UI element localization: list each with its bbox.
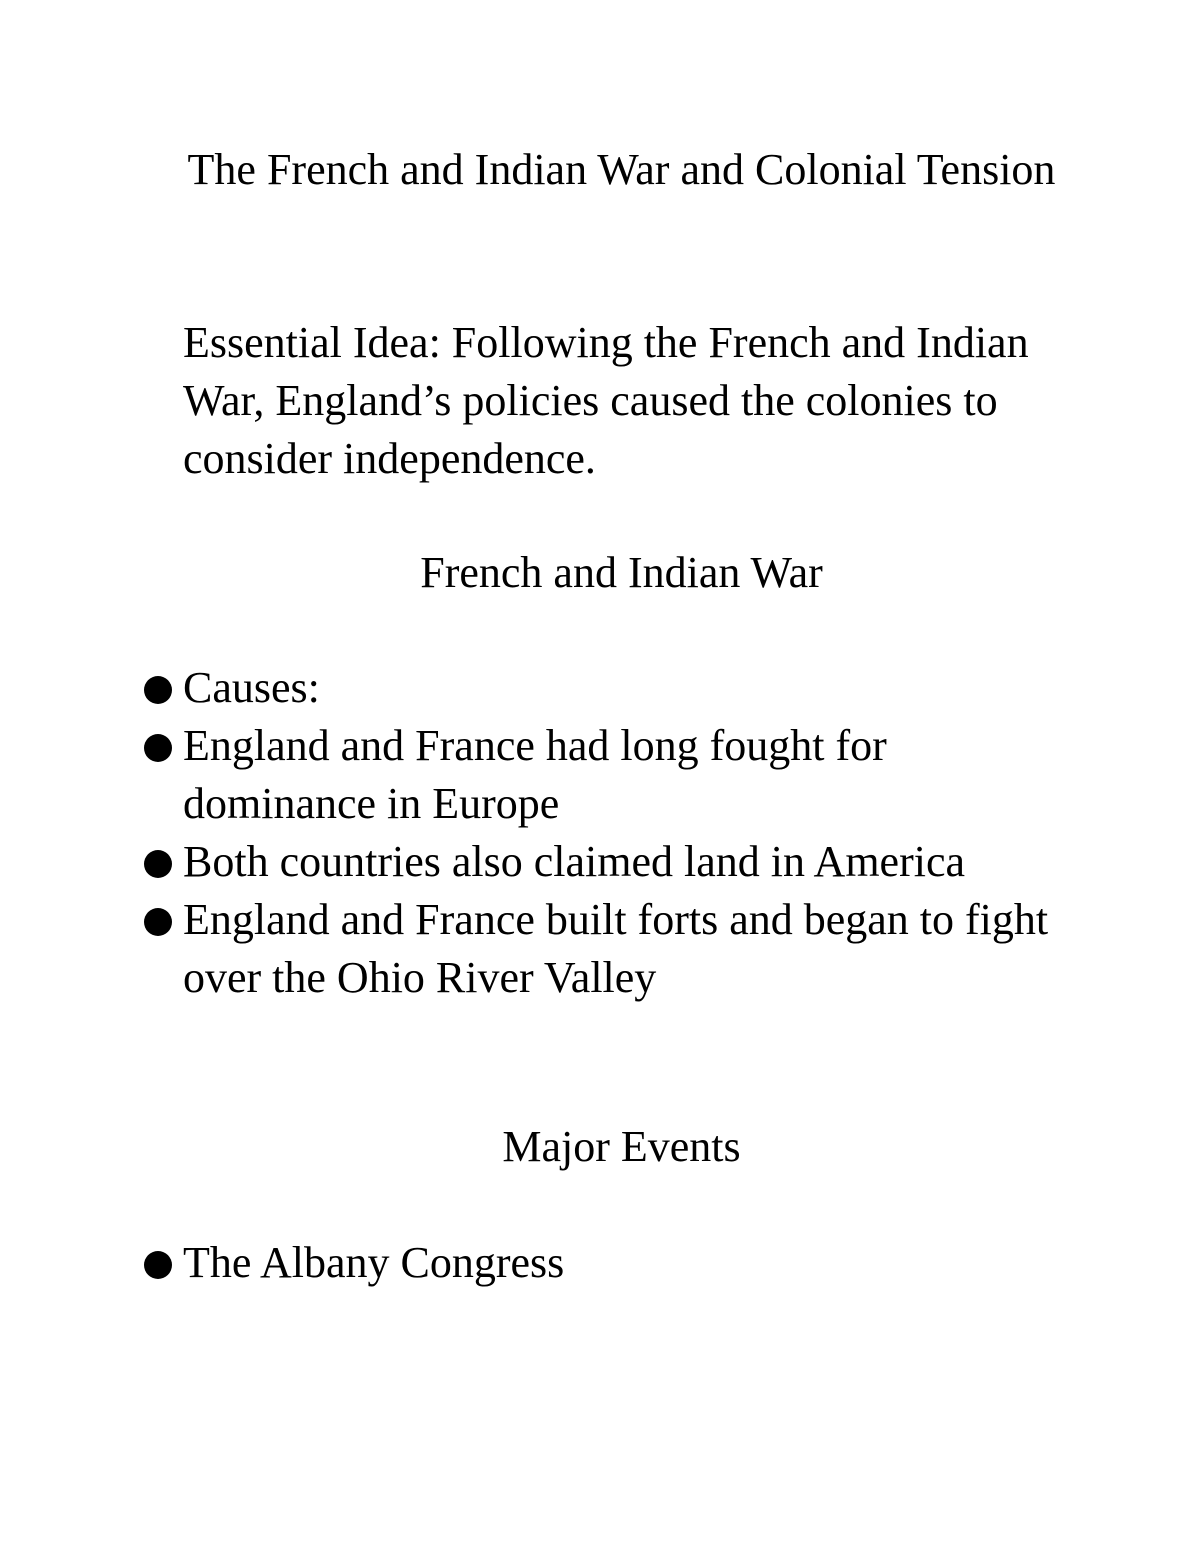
section-heading-french-and-indian-war: French and Indian War (420, 548, 823, 597)
list-item (140, 1234, 1060, 1292)
document-title: The French and Indian War and Colonial Tension (187, 145, 1056, 194)
bullet-icon (144, 676, 172, 704)
bullet-icon (144, 908, 172, 936)
list-item-text: Both countries also claimed land in America (183, 837, 966, 886)
major-events-list (140, 1234, 1060, 1292)
list-item-text: Causes: (183, 663, 320, 712)
section-heading-major-events: Major Events (502, 1122, 741, 1171)
bullet-icon (144, 1251, 172, 1279)
list-item-text: England and France built forts and began to fight over the Ohio River Valley (183, 895, 1049, 1002)
list-item (140, 891, 1060, 1007)
list-item (140, 659, 1060, 717)
list-item-text: The Albany Congress (183, 1238, 565, 1287)
essential-idea: Essential Idea: Following the French and Indian War, England’s policies caused the colonies to consider independence. (183, 318, 1029, 483)
list-item (140, 717, 1060, 833)
list-item (140, 833, 1060, 891)
bullet-icon (144, 734, 172, 762)
list-item-text: England and France had long fought for dominance in Europe (183, 721, 887, 828)
bullet-icon (144, 850, 172, 878)
causes-list (140, 659, 1060, 1007)
